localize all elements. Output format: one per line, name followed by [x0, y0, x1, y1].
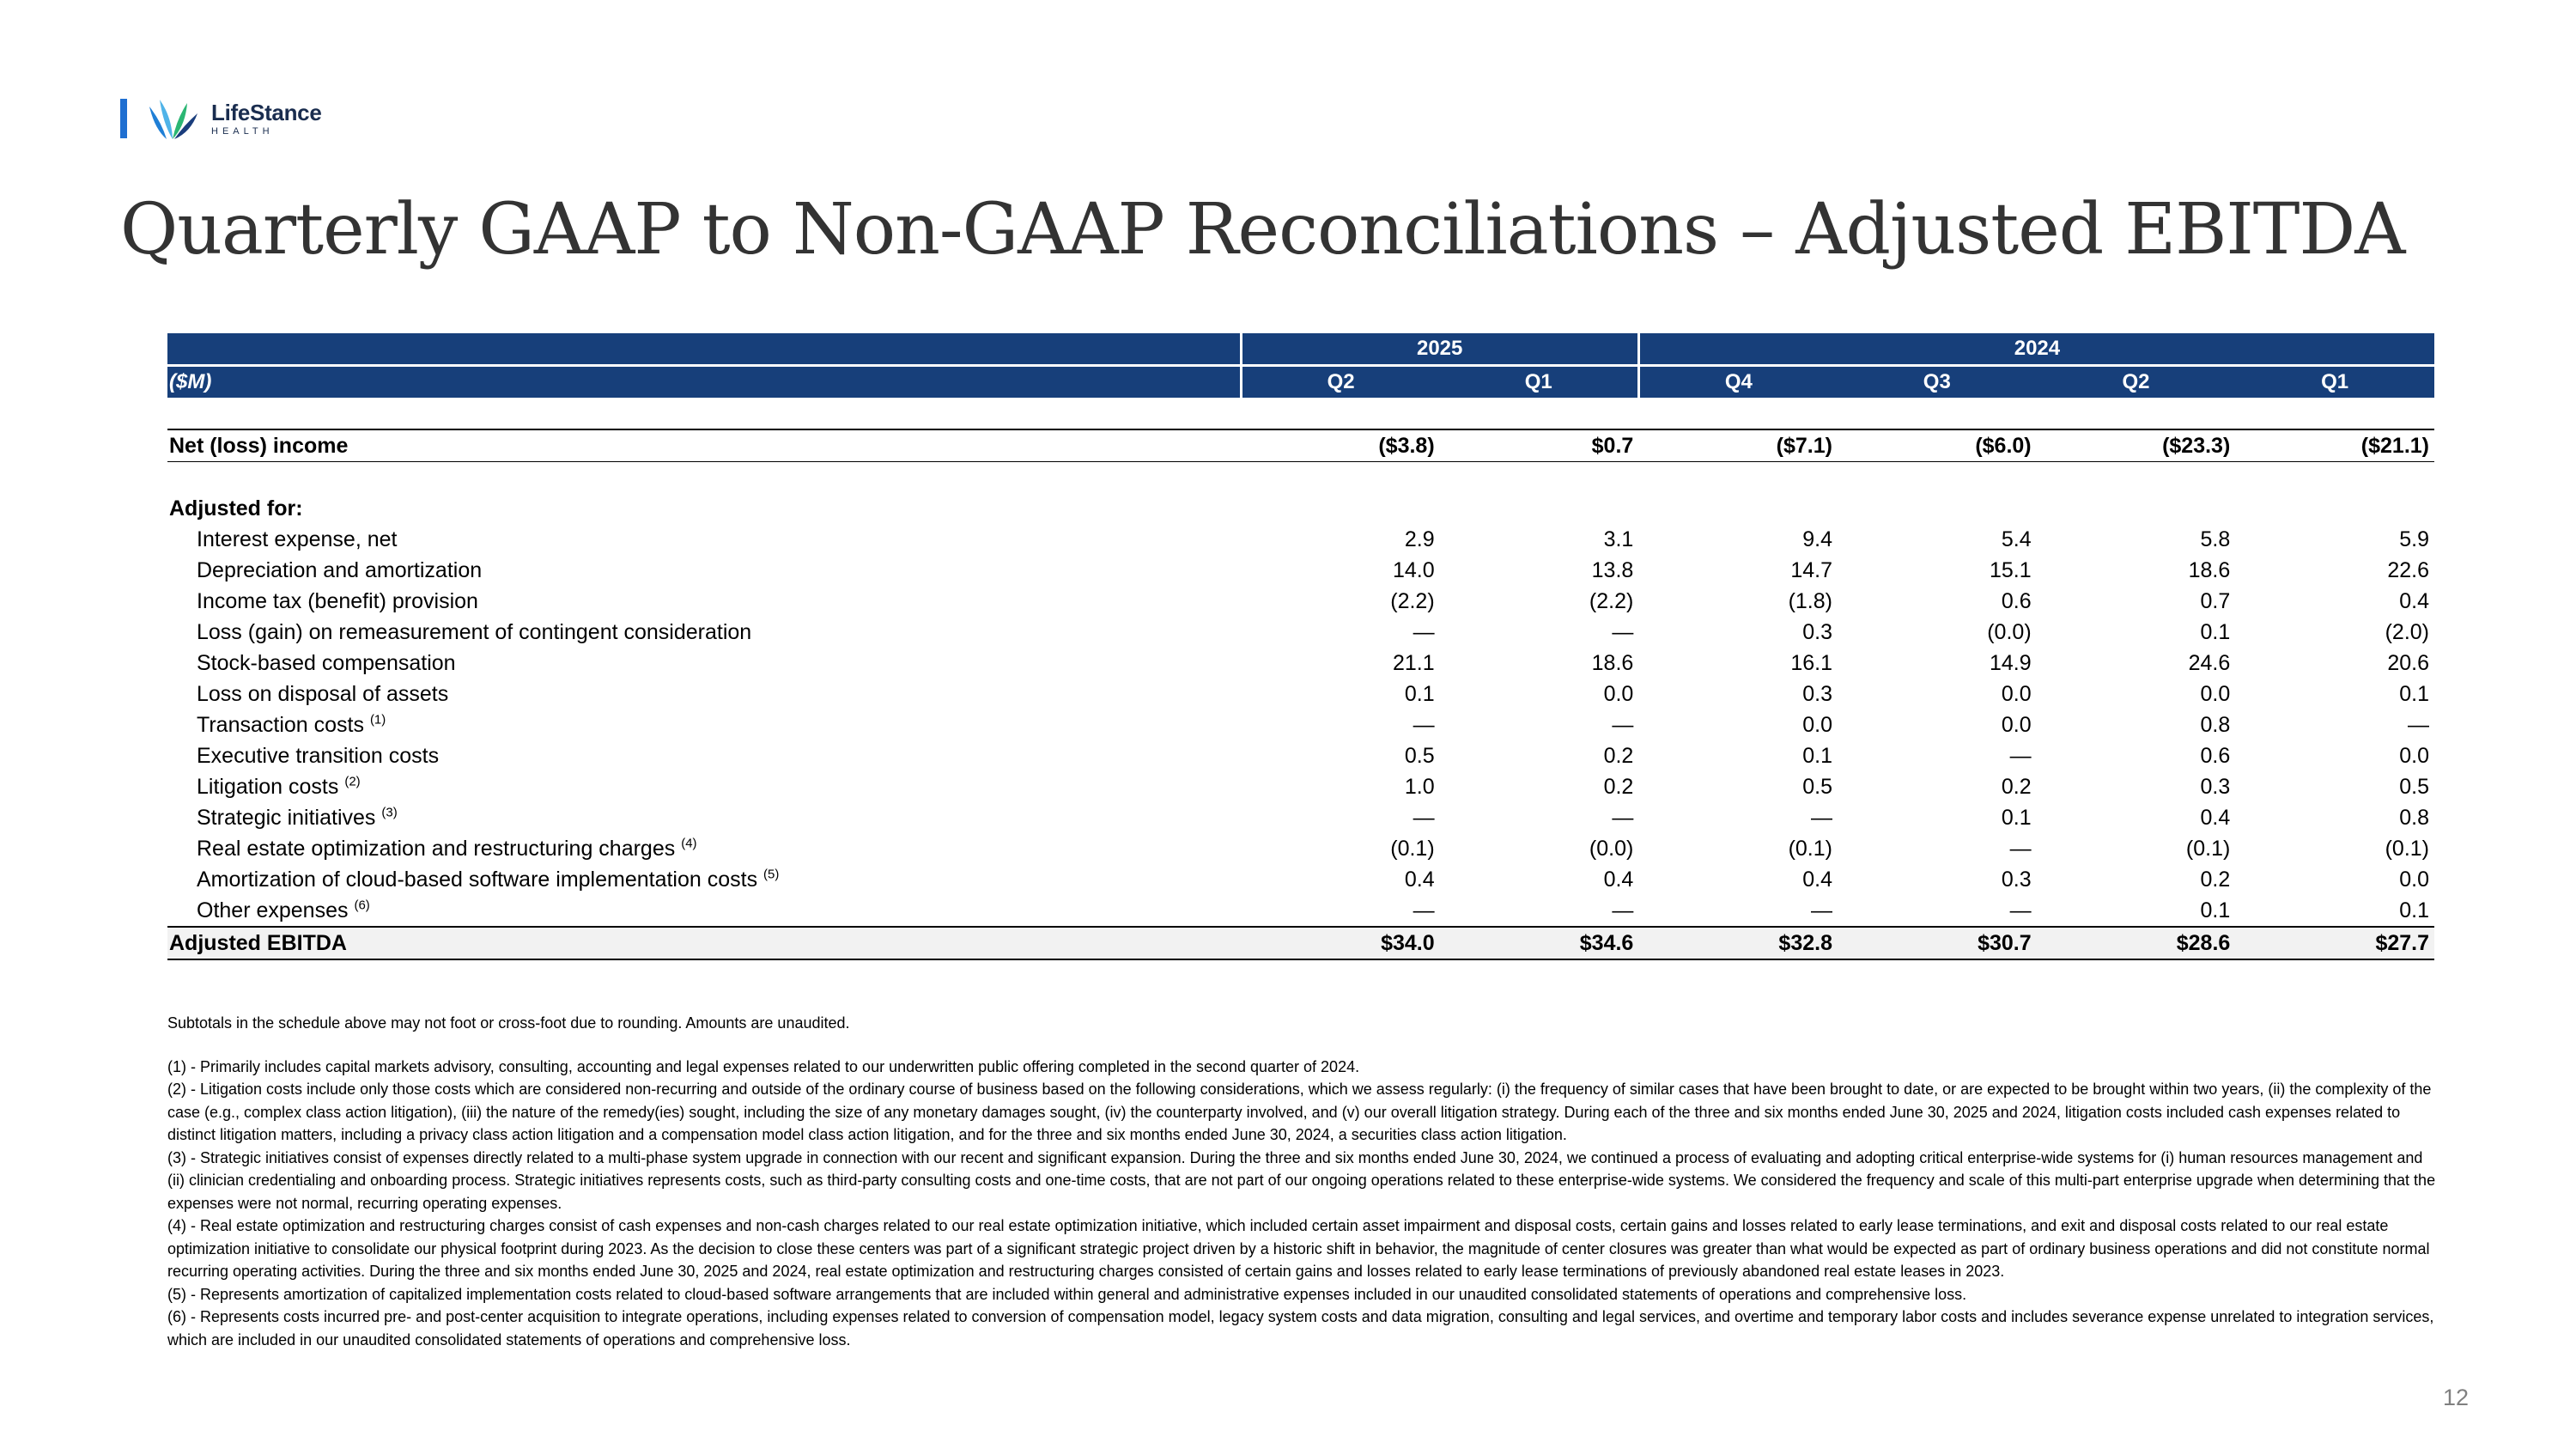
adjustment-row: [167, 864, 2434, 895]
footnote: (6) - Represents costs incurred pre- and post-center acquisition to integrate operations, including expenses related to conversion of compensation model, legacy system costs and data migration, consulting and legal services, and overtime and temporary labor costs and includes severance expense unrelated to integration services, which are included in our unaudited consolidated statements of operations and comprehensive loss.: [167, 1308, 2434, 1349]
row-value: ($21.1): [2235, 429, 2434, 462]
row-value: 13.8: [1591, 557, 1634, 582]
adjustment-row: [167, 802, 2434, 833]
row-value: 0.0: [1802, 712, 1832, 737]
row-value: 0.1: [2399, 898, 2429, 922]
row-value: 22.6: [2387, 557, 2429, 582]
row-value: 0.2: [2200, 867, 2231, 892]
year-header-row: [167, 333, 2434, 366]
row-value: 0.4: [1603, 867, 1634, 892]
row-label-text: Loss (gain) on remeasurement of contingent consideration: [197, 619, 752, 644]
row-value: 14.0: [1392, 557, 1435, 582]
quarter-header-row: [167, 366, 2434, 399]
row-label-text: Income tax (benefit) provision: [197, 588, 478, 613]
footnote-ref: (2): [344, 774, 361, 789]
row-value: 0.1: [2001, 805, 2032, 830]
net-income-row: [167, 429, 2434, 462]
adjusted-for-label: Adjusted for:: [169, 496, 303, 521]
row-value: 0.6: [2001, 588, 2032, 613]
unit-label: ($M): [167, 366, 1241, 399]
adjustment-row: [167, 895, 2434, 927]
row-value: (1.8): [1788, 588, 1832, 613]
row-value: 0.3: [2001, 867, 2032, 892]
header-blank-cell: [167, 333, 1241, 366]
row-value: —: [1413, 805, 1435, 830]
row-label: [167, 679, 1241, 709]
page-number: 12: [2442, 1385, 2469, 1410]
row-value: 0.4: [2399, 588, 2429, 613]
year-header-2024: 2024: [1638, 333, 2434, 366]
row-value: 0.0: [2001, 681, 2032, 706]
row-label-text: Litigation costs: [197, 774, 339, 799]
row-value: 18.6: [1591, 650, 1634, 675]
row-value: $28.6: [2037, 927, 2236, 959]
footnote-ref: (3): [381, 805, 398, 820]
row-label-text: Other expenses: [197, 898, 349, 922]
row-value: —: [1413, 712, 1435, 737]
adjusted-ebitda-row: [167, 927, 2434, 959]
row-value: 0.1: [2200, 619, 2231, 644]
row-value: $32.8: [1638, 927, 1838, 959]
row-value: 5.9: [2399, 527, 2429, 551]
row-label: [167, 648, 1241, 679]
row-label: [167, 927, 1241, 959]
logo-subtitle: HEALTH: [211, 125, 274, 137]
adjustment-row: [167, 524, 2434, 555]
quarter-header: Q2: [1241, 366, 1440, 399]
lifestance-logo-icon: [146, 94, 199, 143]
quarter-header: Q1: [2235, 366, 2434, 399]
row-value: 0.4: [1802, 867, 1832, 892]
row-value: 16.1: [1790, 650, 1832, 675]
row-value: —: [1810, 898, 1832, 922]
row-value: $34.6: [1440, 927, 1639, 959]
row-value: ($3.8): [1241, 429, 1440, 462]
quarter-header: Q4: [1638, 366, 1838, 399]
footnote-list: [167, 1056, 2443, 1352]
row-value: 5.4: [2001, 527, 2032, 551]
row-value: 21.1: [1392, 650, 1435, 675]
row-value: 1.0: [1404, 774, 1435, 799]
row-value: 24.6: [2188, 650, 2231, 675]
row-label-text: Interest expense, net: [197, 527, 398, 551]
footnote: (3) - Strategic initiatives consist of expenses directly related to a multi-phase system upgrade in connection with our recent and significant expansion. During the three and six months ended June 30, 2024, we continued a process of evaluating and adopting critical enterprise-wide systems for (i) human resources management and (ii) clinician credentialing and onboarding process. Strategic initiatives represents costs, such as third-party consulting costs and one-time costs, that are not part of our ongoing operations related to these enterprise-wide systems. We considered the frequency and scale of this multi-part enterprise upgrade when determining that the expenses were not normal, recurring operating expenses.: [167, 1148, 2436, 1212]
row-label: [167, 833, 1241, 864]
footnote: (5) - Represents amortization of capitalized implementation costs related to cloud-based software arrangements that are included within general and administrative expenses included in our unaudited consolidated statements of operations and comprehensive loss.: [167, 1285, 1967, 1303]
logo-accent-bar: [120, 99, 127, 138]
row-label-text: Strategic initiatives: [197, 805, 376, 830]
row-value: 15.1: [1989, 557, 2032, 582]
footnote: (2) - Litigation costs include only those costs which are considered non-recurring and outside of the ordinary course of business based on the following considerations, which we assess regularly: (i) the frequency of similar cases that have been brought to date, or are expected to be brought within two years, (ii) the complexity of the case (e.g., complex class action litigation), (iii) the nature of the remedy(ies) sought, including the size of any monetary damages sought, (iv) the counterparty involved, and (v) our overall litigation strategy. During each of the three and six months ended June 30, 2025 and 2024, litigation costs included cash expenses related to distinct litigation matters, including a privacy class action litigation and a compensation model class action litigation, and for the three and six months ended June 30, 2024, a securities class action litigation.: [167, 1081, 2432, 1143]
adjusted-for-row: [167, 493, 2434, 524]
row-value: 0.4: [1404, 867, 1435, 892]
row-value: 0.0: [2001, 712, 2032, 737]
row-value: 0.1: [1802, 743, 1832, 768]
row-value: 0.5: [1404, 743, 1435, 768]
footnote-ref: (6): [354, 898, 370, 913]
row-value: 14.7: [1790, 557, 1832, 582]
row-value: (0.1): [1788, 836, 1832, 861]
quarter-header: Q2: [2037, 366, 2236, 399]
row-label: [167, 617, 1241, 648]
row-value: 3.1: [1603, 527, 1634, 551]
row-value: (0.1): [1390, 836, 1435, 861]
row-value: (2.2): [1390, 588, 1435, 613]
row-value: (0.1): [2385, 836, 2429, 861]
row-value: 0.2: [1603, 774, 1634, 799]
footnote-ref: (1): [369, 712, 386, 728]
row-label-text: Stock-based compensation: [197, 650, 456, 675]
row-label: [167, 555, 1241, 586]
row-value: 0.3: [1802, 619, 1832, 644]
row-value: 0.0: [2399, 743, 2429, 768]
row-value: —: [1612, 619, 1634, 644]
adjustment-row: [167, 648, 2434, 679]
row-value: —: [1612, 712, 1634, 737]
row-label: [167, 895, 1241, 927]
row-label: [167, 864, 1241, 895]
adjustment-row: [167, 771, 2434, 802]
row-value: 0.1: [2399, 681, 2429, 706]
row-value: 14.9: [1989, 650, 2032, 675]
subtotals-note: Subtotals in the schedule above may not foot or cross-foot due to rounding. Amounts are unaudited.: [167, 1014, 850, 1032]
row-value: (2.2): [1589, 588, 1634, 613]
row-label-text: Transaction costs: [197, 712, 364, 737]
row-value: —: [1413, 619, 1435, 644]
footnote: (4) - Real estate optimization and restructuring charges consist of cash expenses and non-cash charges related to our real estate optimization initiative, which included certain asset impairment and disposal costs, certain gains and losses related to early lease terminations, and exit and disposal costs related to our real estate optimization initiative to consolidate our physical footprint during 2023. As the decision to close these centers was part of a significant strategic project driven by a historic shift in behavior, the magnitude of center closures was greater than what would be expected as part of ordinary business operations and did not constitute normal recurring operating activities. During the three and six months ended June 30, 2025 and 2024, real estate optimization and restructuring charges consisted of certain gains and losses related to early lease terminations of previously abandoned real estate leases in 2023.: [167, 1217, 2430, 1280]
row-value: 20.6: [2387, 650, 2429, 675]
row-value: $30.7: [1838, 927, 2037, 959]
row-value: 0.5: [1802, 774, 1832, 799]
row-label-text: Adjusted EBITDA: [169, 930, 347, 955]
row-value: 0.8: [2200, 712, 2231, 737]
row-label-text: Amortization of cloud-based software implementation costs: [197, 867, 758, 892]
quarter-header: Q3: [1838, 366, 2037, 399]
row-value: 0.4: [2200, 805, 2231, 830]
row-value: 0.5: [2399, 774, 2429, 799]
row-value: 0.3: [1802, 681, 1832, 706]
row-label: [167, 586, 1241, 617]
row-label-text: Loss on disposal of assets: [197, 681, 449, 706]
row-value: —: [2009, 743, 2032, 768]
page-title: Quarterly GAAP to Non-GAAP Reconciliations – Adjusted EBITDA: [120, 189, 2405, 271]
row-value: $0.7: [1440, 429, 1639, 462]
spacer-row: [167, 398, 2434, 429]
row-value: 0.2: [2001, 774, 2032, 799]
adjustment-row: [167, 833, 2434, 864]
year-header-2025: 2025: [1241, 333, 1638, 366]
reconciliation-table: [167, 333, 2434, 960]
footnotes: [167, 1012, 2443, 1351]
row-value: 2.9: [1404, 527, 1435, 551]
row-value: ($7.1): [1638, 429, 1838, 462]
row-value: —: [1612, 898, 1634, 922]
row-label-text: Executive transition costs: [197, 743, 440, 768]
adjustment-row: [167, 586, 2434, 617]
row-value: 0.2: [1603, 743, 1634, 768]
row-value: —: [1810, 805, 1832, 830]
row-value: ($6.0): [1838, 429, 2037, 462]
row-value: (0.0): [1589, 836, 1634, 861]
row-label: [167, 524, 1241, 555]
adjustment-row: [167, 709, 2434, 740]
quarter-header: Q1: [1440, 366, 1639, 399]
footnote: (1) - Primarily includes capital markets advisory, consulting, accounting and legal expenses related to our underwritten public offering completed in the second quarter of 2024.: [167, 1057, 1360, 1075]
row-value: (0.1): [2185, 836, 2231, 861]
row-label-text: Depreciation and amortization: [197, 557, 483, 582]
adjustment-row: [167, 740, 2434, 771]
row-value: $34.0: [1241, 927, 1440, 959]
row-value: —: [2408, 712, 2429, 737]
row-value: 0.3: [2200, 774, 2231, 799]
row-value: 18.6: [2188, 557, 2231, 582]
row-value: 0.7: [2200, 588, 2231, 613]
row-value: 0.1: [1404, 681, 1435, 706]
company-logo: [120, 93, 322, 144]
row-value: 0.8: [2399, 805, 2429, 830]
row-value: 0.1: [2200, 898, 2231, 922]
row-label: [167, 771, 1241, 802]
row-value: (2.0): [2385, 619, 2429, 644]
row-value: —: [2009, 898, 2032, 922]
adjustment-row: [167, 679, 2434, 709]
adjustment-row: [167, 617, 2434, 648]
row-value: 0.0: [2200, 681, 2231, 706]
row-value: 9.4: [1802, 527, 1832, 551]
row-value: (0.0): [1987, 619, 2032, 644]
row-value: —: [1612, 805, 1634, 830]
footnote-ref: (4): [681, 836, 697, 851]
row-label: [167, 802, 1241, 833]
adjustment-row: [167, 555, 2434, 586]
row-label: [167, 740, 1241, 771]
row-value: ($23.3): [2037, 429, 2236, 462]
logo-name: LifeStance: [211, 99, 322, 125]
row-value: $27.7: [2235, 927, 2434, 959]
row-value: 5.8: [2200, 527, 2231, 551]
row-value: —: [1413, 898, 1435, 922]
row-value: 0.6: [2200, 743, 2231, 768]
footnote-ref: (5): [763, 867, 780, 882]
row-label-text: Real estate optimization and restructuring charges: [197, 836, 676, 861]
row-value: 0.0: [1603, 681, 1634, 706]
spacer-row: [167, 462, 2434, 494]
row-label: [167, 709, 1241, 740]
row-label: Net (loss) income: [167, 429, 1241, 462]
row-value: —: [2009, 836, 2032, 861]
row-value: 0.0: [2399, 867, 2429, 892]
